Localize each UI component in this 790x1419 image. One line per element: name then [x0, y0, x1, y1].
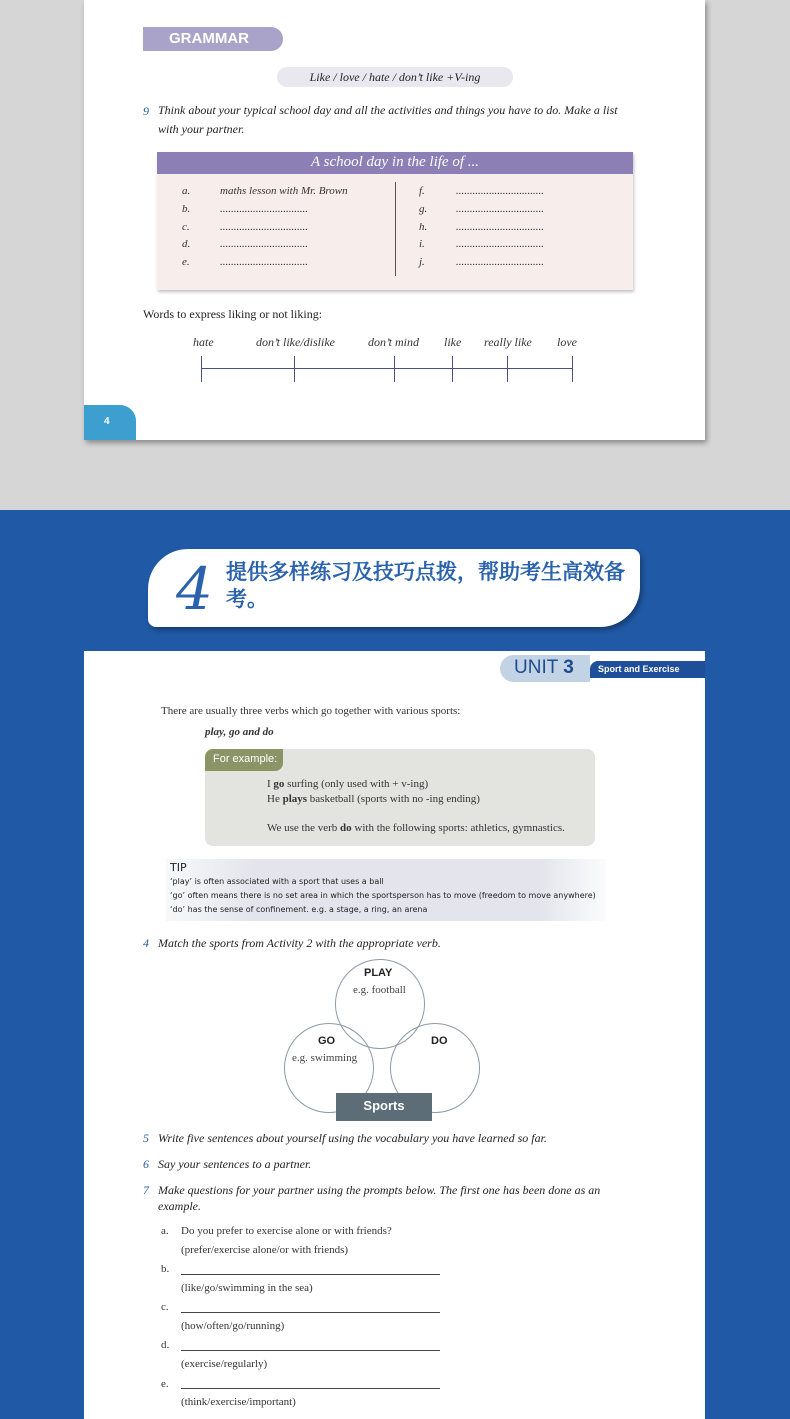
- scale-label: really like: [484, 335, 532, 349]
- prompt-letter: b.: [161, 1263, 170, 1275]
- list-item: ................................: [220, 256, 308, 268]
- list-item: ................................: [220, 221, 308, 233]
- list-letter: c.: [182, 221, 190, 233]
- text: surfing (only used with + v-ing): [284, 778, 429, 790]
- scale-tick: [394, 356, 395, 382]
- list-item: ................................: [456, 221, 544, 233]
- prompt-letter: d.: [161, 1339, 170, 1351]
- list-letter: e.: [182, 256, 190, 268]
- scale-label: don’t mind: [368, 335, 419, 349]
- question-text: Say your sentences to a partner.: [158, 1157, 312, 1171]
- answer-line[interactable]: [181, 1312, 440, 1313]
- school-day-title: A school day in the life of ...: [157, 152, 633, 174]
- scale-label: don’t like/dislike: [256, 335, 335, 349]
- prompt-answer: Do you prefer to exercise alone or with friends?: [181, 1225, 392, 1237]
- list-item: ................................: [456, 238, 544, 250]
- textbook-page-top: [84, 0, 705, 440]
- tip-box: [166, 859, 606, 921]
- unit-title: Sport and Exercise: [590, 661, 705, 678]
- banner-number: 4: [176, 555, 213, 623]
- scale-tick: [572, 356, 573, 382]
- list-letter: g.: [419, 203, 428, 215]
- answer-line[interactable]: [181, 1350, 440, 1351]
- go-example: e.g. swimming: [292, 1052, 358, 1064]
- list-letter: i.: [419, 238, 425, 250]
- question-number: 9: [143, 104, 149, 118]
- prompt-letter: e.: [161, 1378, 169, 1390]
- scale-tick: [294, 356, 295, 382]
- example-tag: For example:: [205, 749, 283, 771]
- text: with the following sports: athletics, gymnastics.: [351, 822, 565, 834]
- text: go: [273, 778, 285, 790]
- sports-box: Sports: [336, 1093, 432, 1121]
- intro-text: There are usually three verbs which go together with various sports:: [161, 705, 461, 717]
- question-text: with your partner.: [158, 122, 245, 136]
- scale-line: [201, 368, 573, 369]
- go-label: GO: [318, 1035, 336, 1047]
- question-text: Think about your typical school day and all the activities and things you have to do. Make a list: [158, 103, 618, 117]
- list-item: ................................: [456, 203, 544, 215]
- text: plays: [282, 793, 308, 805]
- question-number: 4: [143, 936, 149, 950]
- school-day-box: [157, 152, 633, 290]
- play-example: e.g. football: [353, 984, 406, 996]
- verbs-text: play, go and do: [205, 726, 274, 738]
- tip-line: ‘do’ has the sense of confinement. e.g. a stage, a ring, an arena: [170, 905, 428, 914]
- question-number: 7: [143, 1183, 149, 1197]
- text: We use the verb: [267, 822, 341, 834]
- list-letter: d.: [182, 238, 191, 250]
- tip-title: TIP: [170, 861, 187, 874]
- feature-banner: [148, 549, 640, 627]
- scale-tick: [201, 356, 202, 382]
- text: basketball (sports with no -ing ending): [307, 793, 480, 805]
- grammar-rule: Like / love / hate / don’t like +V-ing: [277, 67, 513, 87]
- prompt-letter: a.: [161, 1225, 169, 1237]
- text: I: [267, 778, 274, 790]
- list-letter: j.: [419, 256, 425, 268]
- list-letter: a.: [182, 185, 191, 197]
- question-text: example.: [158, 1199, 201, 1213]
- prompt-cue: (like/go/swimming in the sea): [181, 1282, 313, 1294]
- unit-badge: [500, 655, 705, 682]
- page-number: 4: [84, 405, 136, 440]
- divider: [395, 182, 396, 276]
- list-item: ................................: [456, 185, 544, 197]
- question-text: Write five sentences about yourself using the vocabulary you have learned so far.: [158, 1131, 547, 1145]
- answer-line[interactable]: [181, 1388, 440, 1389]
- example-box: [205, 749, 595, 846]
- list-item: ................................: [456, 256, 544, 268]
- scale-label: love: [557, 335, 577, 349]
- example-line: [267, 778, 428, 790]
- list-letter: f.: [419, 185, 425, 197]
- list-letter: b.: [182, 203, 191, 215]
- prompt-cue: (prefer/exercise alone/or with friends): [181, 1244, 349, 1256]
- play-label: PLAY: [364, 967, 393, 979]
- example-line: [267, 793, 480, 805]
- do-label: DO: [431, 1035, 448, 1047]
- question-text: Match the sports from Activity 2 with the appropriate verb.: [158, 936, 441, 950]
- prompt-letter: c.: [161, 1301, 169, 1313]
- scale-label: hate: [193, 335, 214, 349]
- example-line: [267, 822, 565, 834]
- scale-label: like: [444, 335, 462, 349]
- words-label: Words to express liking or not liking:: [143, 307, 323, 321]
- prompt-cue: (how/often/go/running): [181, 1320, 285, 1332]
- list-letter: h.: [419, 221, 428, 233]
- unit-label: [500, 655, 590, 682]
- question-number: 6: [143, 1157, 149, 1171]
- question-text: Make questions for your partner using the prompts below. The first one has been done as an: [158, 1183, 601, 1197]
- prompt-cue: (exercise/regularly): [181, 1358, 268, 1370]
- answer-line[interactable]: [181, 1274, 440, 1275]
- list-item: ................................: [220, 238, 308, 250]
- scale-tick: [507, 356, 508, 382]
- scale-tick: [452, 356, 453, 382]
- unit-number: 3: [563, 657, 574, 678]
- tip-line: ‘go’ often means there is no set area in which the sportsperson has to move (freedom to move anywhere): [170, 891, 596, 900]
- text: do: [340, 822, 352, 834]
- grammar-badge: GRAMMAR: [143, 27, 283, 51]
- unit-prefix: UNIT: [514, 657, 558, 678]
- tip-line: ‘play’ is often associated with a sport that uses a ball: [170, 877, 384, 886]
- textbook-page-unit: [84, 651, 705, 1419]
- prompt-cue: (think/exercise/important): [181, 1396, 296, 1408]
- question-number: 5: [143, 1131, 149, 1145]
- text: He: [267, 793, 283, 805]
- banner-text: 提供多样练习及技巧点拨，帮助考生高效备考。: [226, 560, 625, 611]
- list-item: ................................: [220, 203, 308, 215]
- list-item: maths lesson with Mr. Brown: [220, 185, 348, 197]
